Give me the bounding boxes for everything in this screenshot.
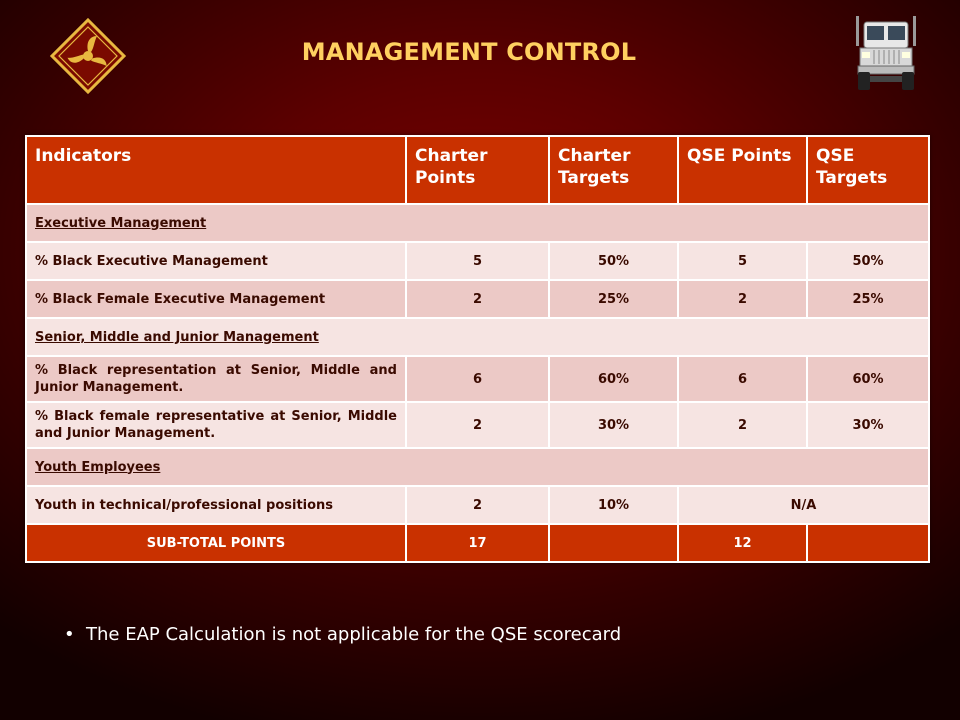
qse-points-cell: 6 <box>678 356 807 402</box>
subtotal-charter-targets <box>549 524 678 562</box>
charter-points-cell: 2 <box>406 486 549 524</box>
subtotal-qse-targets <box>807 524 929 562</box>
qse-points-cell: 5 <box>678 242 807 280</box>
header-charter-points: Charter Points <box>406 136 549 204</box>
table-row <box>26 356 929 402</box>
qse-points-cell: 2 <box>678 280 807 318</box>
qse-targets-cell: 50% <box>807 242 929 280</box>
qse-targets-cell: 30% <box>807 402 929 448</box>
subtotal-label: SUB-TOTAL POINTS <box>26 524 406 562</box>
indicator-cell: % Black representation at Senior, Middle and Junior Management. <box>26 356 406 402</box>
section-row-senior <box>26 318 929 356</box>
section-label: Senior, Middle and Junior Management <box>26 318 929 356</box>
section-label: Youth Employees <box>26 448 929 486</box>
charter-targets-cell: 50% <box>549 242 678 280</box>
management-control-table <box>25 135 930 563</box>
charter-targets-cell: 10% <box>549 486 678 524</box>
charter-points-cell: 2 <box>406 280 549 318</box>
indicator-cell: Youth in technical/professional positions <box>26 486 406 524</box>
header-qse-targets: QSE Targets <box>807 136 929 204</box>
indicator-cell: % Black Female Executive Management <box>26 280 406 318</box>
qse-targets-cell: 60% <box>807 356 929 402</box>
table-row <box>26 402 929 448</box>
indicator-cell: % Black female representative at Senior, Middle and Junior Management. <box>26 402 406 448</box>
bullet-symbol: • <box>64 624 75 645</box>
section-row-youth <box>26 448 929 486</box>
table-row <box>26 486 929 524</box>
charter-points-cell: 2 <box>406 402 549 448</box>
charter-targets-cell: 30% <box>549 402 678 448</box>
subtotal-qse-points: 12 <box>678 524 807 562</box>
qse-targets-cell: 25% <box>807 280 929 318</box>
header-qse-points: QSE Points <box>678 136 807 204</box>
table-row <box>26 242 929 280</box>
indicator-cell: % Black Executive Management <box>26 242 406 280</box>
table-row <box>26 280 929 318</box>
charter-points-cell: 6 <box>406 356 549 402</box>
header-charter-targets: Charter Targets <box>549 136 678 204</box>
charter-targets-cell: 25% <box>549 280 678 318</box>
charter-points-cell: 5 <box>406 242 549 280</box>
charter-targets-cell: 60% <box>549 356 678 402</box>
qse-points-cell: 2 <box>678 402 807 448</box>
bullet-note <box>64 624 621 645</box>
bullet-text: The EAP Calculation is not applicable for the QSE scorecard <box>86 624 622 645</box>
subtotal-charter-points: 17 <box>406 524 549 562</box>
page-title: MANAGEMENT CONTROL <box>301 38 637 66</box>
qse-not-applicable-cell: N/A <box>678 486 929 524</box>
section-row-executive <box>26 204 929 242</box>
section-label: Executive Management <box>26 204 929 242</box>
subtotal-row <box>26 524 929 562</box>
table-header-row <box>26 136 929 204</box>
header-indicators: Indicators <box>26 136 406 204</box>
